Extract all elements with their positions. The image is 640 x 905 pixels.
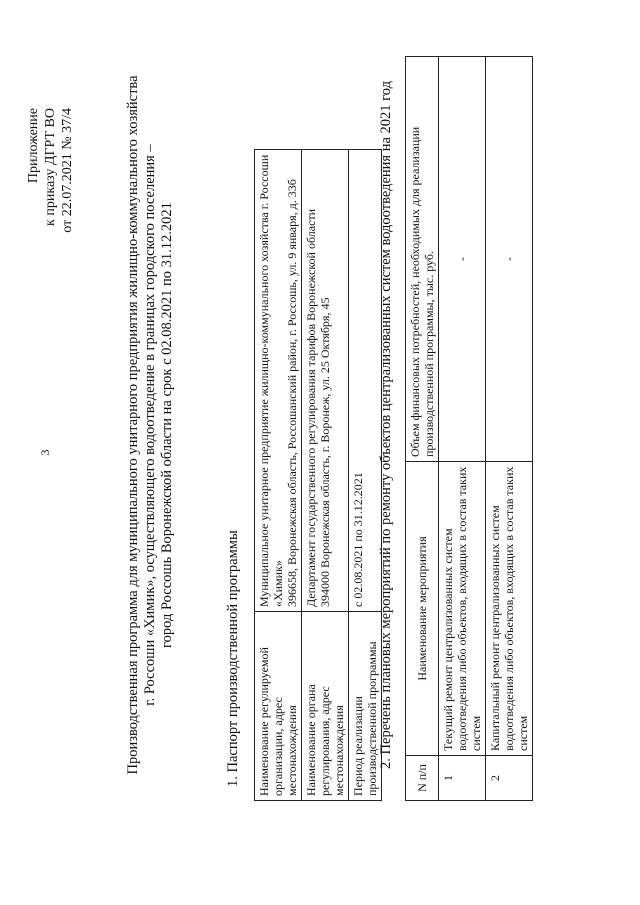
passport-value xyxy=(255,150,302,612)
appendix-line: от 22.07.2021 № 37/4 xyxy=(60,108,75,233)
column-header-volume: Объем финансовых потребностей, необходимых для реализации производственной программы, тыс. руб. xyxy=(406,57,439,462)
passport-table xyxy=(254,149,382,801)
passport-value-line: Департамент государственного регулирования тарифов Воронежской области xyxy=(304,208,318,607)
appendix-line: Приложение xyxy=(26,108,41,184)
row-name: Капитальный ремонт централизованных систем водоотведения либо объектов, входящих в состав таких систем xyxy=(486,462,533,756)
table-row xyxy=(349,150,382,801)
appendix-line: к приказу ДГРТ ВО xyxy=(43,108,58,226)
title-line: Производственная программа для муниципального унитарного предприятия жилищно-коммунального хозяйства xyxy=(125,75,141,775)
row-number: 1 xyxy=(439,756,486,801)
title-line: г. Россоши «Химик», осуществляющего водоотведение в границах городского поселения – xyxy=(142,144,158,706)
row-number: 2 xyxy=(486,756,533,801)
passport-value-line: Муниципальное унитарное предприятие жилищно-коммунального хозяйства г. Россоши «Химик» xyxy=(257,154,285,607)
section-2-heading: 2. Перечень плановых мероприятий по ремонту объектов централизованных систем водоотведения на 2021 год xyxy=(378,81,394,769)
row-name: Текущий ремонт централизованных систем водоотведения либо объектов, входящих в состав таких систем xyxy=(439,462,486,756)
passport-label: Наименование органа регулирования, адрес местонахождения xyxy=(302,612,349,801)
column-header-number: N п/п xyxy=(406,756,439,801)
page-number: 3 xyxy=(38,449,52,456)
passport-value xyxy=(302,150,349,612)
table-row xyxy=(486,57,533,801)
table-header-row xyxy=(406,57,439,801)
passport-label: Период реализации производственной программы xyxy=(349,612,382,801)
table-row xyxy=(439,57,486,801)
passport-label: Наименование регулируемой организации, адрес местонахождения xyxy=(255,612,302,801)
table-row xyxy=(255,150,302,801)
section-1-heading: 1. Паспорт производственной программы xyxy=(225,530,241,787)
column-header-name: Наименование мероприятия xyxy=(406,462,439,756)
passport-value-line: 394000 Воронежская область, г. Воронеж, ул. 25 Октября, 45 xyxy=(318,297,332,607)
title-line: город Россошь Воронежской области на срок с 02.08.2021 по 31.12.2021 xyxy=(159,202,175,648)
row-value: - xyxy=(486,57,533,462)
row-value: - xyxy=(439,57,486,462)
passport-value-line: с 02.08.2021 по 31.12.2021 xyxy=(351,472,365,607)
document-title xyxy=(125,45,176,805)
appendix-header xyxy=(25,108,76,368)
passport-value-line: 396658, Воронежская область, Россошанский район, г. Россошь, ул. 9 января, д. 33б xyxy=(285,179,299,607)
passport-value xyxy=(349,150,382,612)
plan-table xyxy=(405,56,533,801)
table-row xyxy=(302,150,349,801)
